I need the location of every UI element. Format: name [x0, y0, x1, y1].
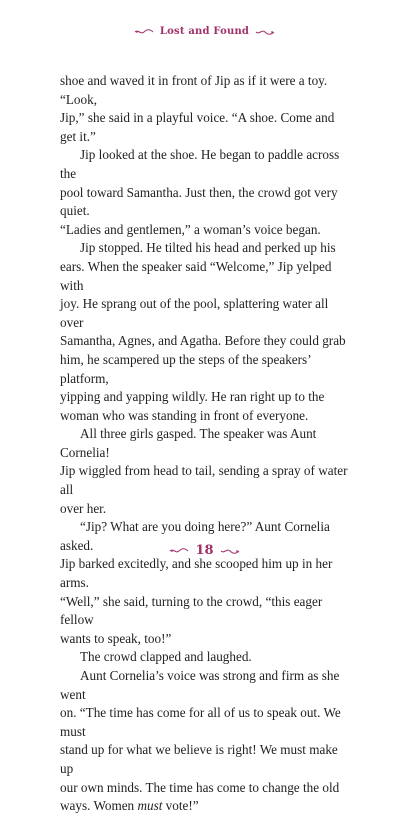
paragraph: [60, 146, 350, 239]
paragraph: [60, 518, 350, 648]
emphasis-text: must: [137, 798, 163, 814]
paragraph: [60, 239, 350, 425]
text-segment: Aunt Cornelia’s voice was strong and firm as she went on. “The time has come for all of us to speak out. We must stand up for what we believe is right! We must make up our own minds. The time has come to change the old ways. Women: [60, 668, 341, 814]
flourish-right-icon: [255, 28, 275, 36]
text-segment: Jip looked at the shoe. He began to paddle across the pool toward Samantha. Just then, the crowd got very quiet. “Ladies and gentlemen,” a woman’s voice began.: [60, 147, 340, 237]
text-segment: shoe and waved it in front of Jip as if it were a toy. “Look, Jip,” she said in a playful voice. “A shoe. Come and get it.”: [60, 73, 335, 144]
flourish-right-icon: [220, 547, 240, 555]
page-footer: [0, 543, 409, 558]
flourish-left-icon: [134, 28, 154, 36]
paragraph: [60, 72, 350, 146]
page-number: 18: [195, 543, 214, 558]
chapter-title: Lost and Found: [159, 26, 250, 37]
paragraph: [60, 648, 350, 667]
running-header: [0, 26, 409, 37]
paragraph: [60, 425, 350, 518]
text-segment: All three girls gasped. The speaker was Aunt Cornelia! Jip wiggled from head to tail, sending a spray of water all over her.: [60, 426, 348, 516]
text-segment: “Jip? What are you doing here?” Aunt Cornelia asked. Jip barked excitedly, and she scooped him up in her arms. “Well,” she said, turning to the crowd, “this eager fellow wants to speak, too!”: [60, 519, 333, 646]
flourish-left-icon: [169, 547, 189, 555]
text-segment: The crowd clapped and laughed.: [80, 649, 252, 665]
body-text: [60, 72, 350, 816]
text-segment: Jip stopped. He tilted his head and perked up his ears. When the speaker said “Welcome,” Jip yelped with joy. He sprang out of the pool, splattering water all over Samantha, Agnes, and Agatha. Before they could grab him, he scampered up the steps of the speakers’ platform, yipping and yapping wildly. He ran right up to the woman who was standing in front of everyone.: [60, 240, 346, 423]
text-segment: vote!”: [162, 798, 199, 814]
paragraph: [60, 667, 350, 816]
